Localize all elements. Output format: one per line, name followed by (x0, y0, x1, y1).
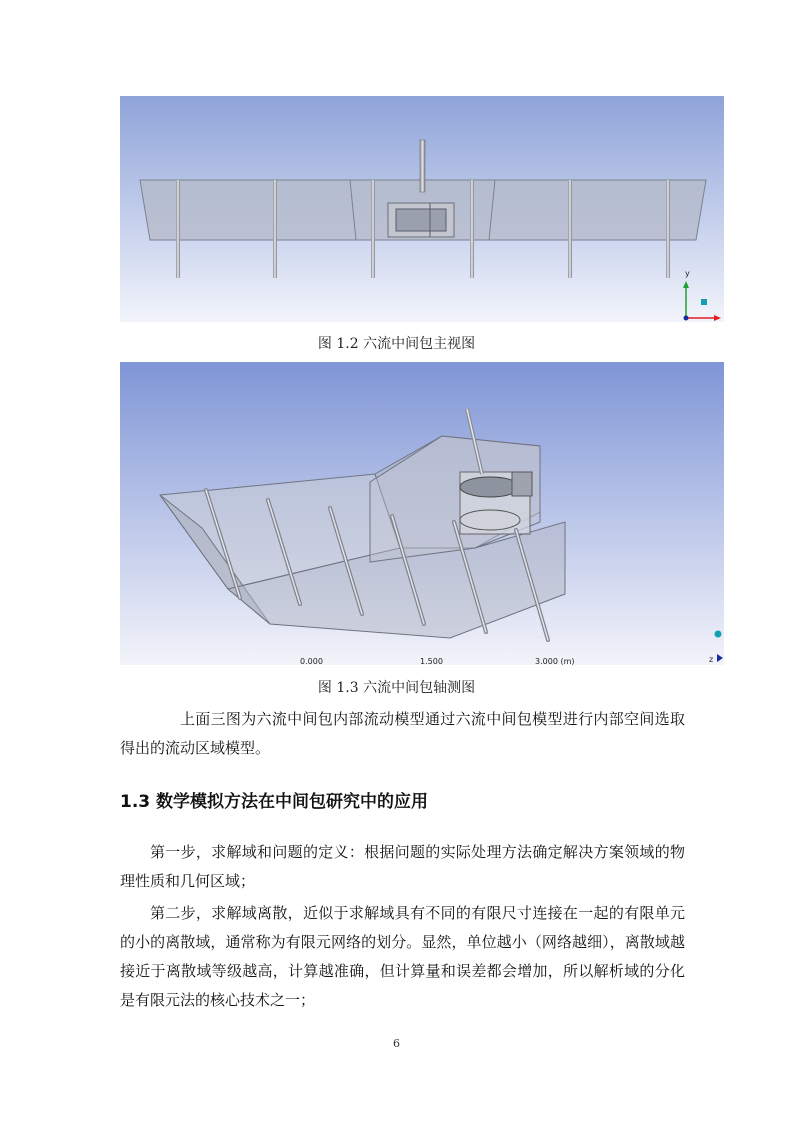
scale-label-2: 3.000 (m) (535, 657, 575, 665)
figure-caption-front-view: 图 1.2 六流中间包主视图 (317, 336, 476, 352)
paragraph-step-two: 第二步，求解域离散，近似于求解域具有不同的有限尺寸连接在一起的有限单元的小的离散域，通常称为有限元网络的划分。显然，单位越小（网络越细），离散域越接近于离散域等级越高，计算越准确，但计算量和误差都会增加，所以解析域的分化是有限元法的核心技术之一； (120, 904, 685, 1009)
outlet-rod (273, 180, 277, 278)
outlet-rod (568, 180, 572, 278)
isometric-view-image (120, 362, 724, 665)
ladle-shroud (420, 140, 425, 192)
scale-label-0: 0.000 (300, 657, 323, 665)
page-number: 6 (393, 1037, 400, 1050)
outlet-rod (666, 180, 670, 278)
outlet-rod (176, 180, 180, 278)
scale-label-1: 1.500 (420, 657, 443, 665)
turbulence-inhibitor-3d (460, 472, 532, 534)
paragraph-figure-summary: 上面三图为六流中间包内部流动模型通过六流中间包模型进行内部空间选取得出的流动区域模型。 (120, 710, 685, 757)
axis-z-label: z (709, 655, 714, 664)
outlet-rod (371, 180, 375, 278)
axis-y-label: y (685, 269, 690, 278)
section-heading: 1.3 数学模拟方法在中间包研究中的应用 (120, 792, 429, 812)
outlet-rod (470, 180, 474, 278)
paragraph-step-one: 第一步，求解域和问题的定义：根据问题的实际处理方法确定解决方案领域的物理性质和几何区域； (120, 843, 685, 890)
figure-front-view (120, 96, 724, 322)
figure-caption-isometric-view: 图 1.3 六流中间包轴测图 (317, 680, 476, 696)
front-view-image (120, 96, 724, 322)
figure-isometric-view (120, 362, 724, 665)
axis-triad-3d (715, 631, 722, 638)
